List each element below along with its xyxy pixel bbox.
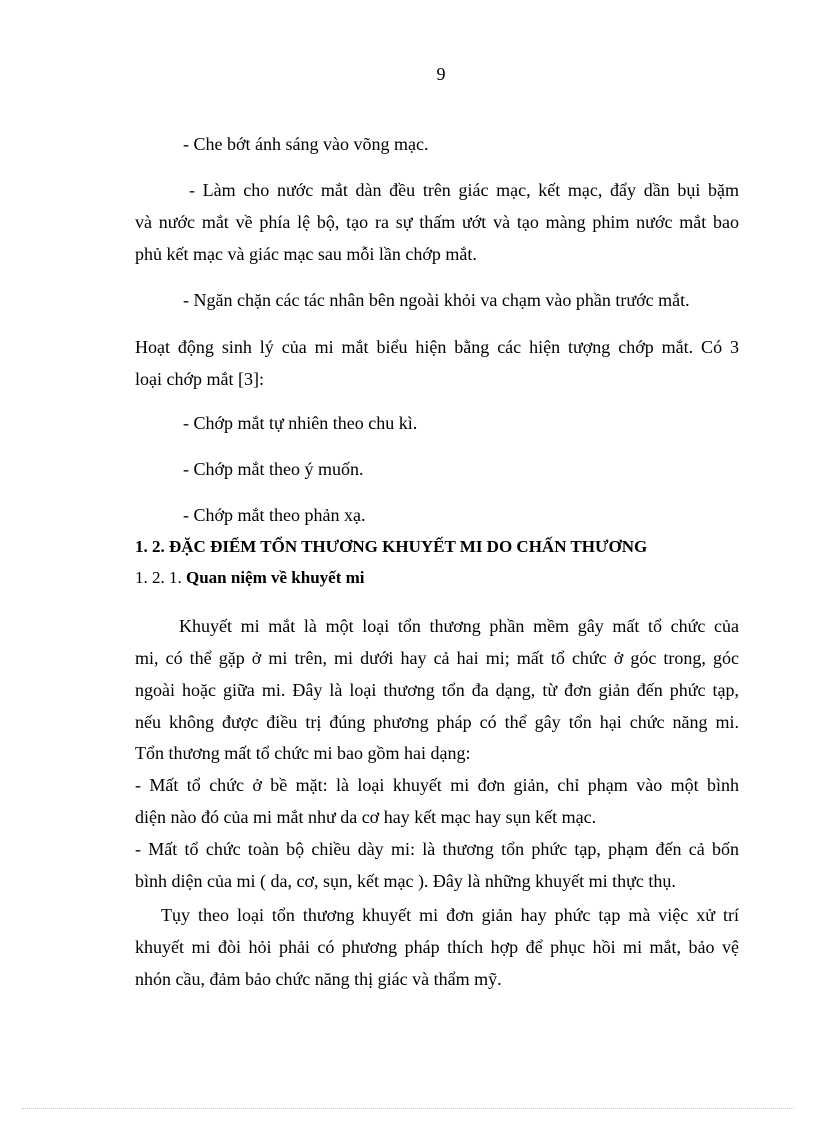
physiology-line1: Hoạt động sinh lý của mi mắt biểu hiện bằng các hiện tượng chớp mắt. Có 3 xyxy=(135,337,739,357)
damage-full-line2: bình diện của mi ( da, cơ, sụn, kết mạc ). Đây là những khuyết mi thực thụ. xyxy=(135,871,676,891)
physiology-line2: loại chớp mắt [3]: xyxy=(135,369,264,389)
damage-full-line1: - Mất tổ chức toàn bộ chiều dày mi: là thương tổn phức tạp, phạm đến cả bốn xyxy=(135,839,739,859)
section-heading: 1. 2. ĐẶC ĐIỂM TỔN THƯƠNG KHUYẾT MI DO CHẤN THƯƠNG xyxy=(135,537,648,556)
blink-type-reflex: - Chớp mắt theo phản xạ. xyxy=(183,505,366,525)
treatment-line1: Tụy theo loại tổn thương khuyết mi đơn giản hay phức tạp mà việc xử trí xyxy=(161,905,739,925)
page-bottom-rule xyxy=(22,1108,794,1109)
page-number: 9 xyxy=(436,64,446,84)
subsection-heading xyxy=(135,567,365,589)
concept-line3: ngoài hoặc giữa mi. Đây là loại thương tổn đa dạng, từ đơn giản đến phức tạp, xyxy=(135,680,739,700)
bullet-block-agents: - Ngăn chặn các tác nhân bên ngoài khỏi va chạm vào phần trước mắt. xyxy=(183,290,690,310)
concept-line4: nếu không được điều trị đúng phương pháp có thể gây tổn hại chức năng mi. xyxy=(135,712,739,732)
bullet-spread-tears-line3: phủ kết mạc và giác mạc sau mỗi lần chớp mắt. xyxy=(135,244,477,264)
blink-type-natural: - Chớp mắt tự nhiên theo chu kì. xyxy=(183,413,418,433)
concept-line1: Khuyết mi mắt là một loại tổn thương phần mềm gây mất tổ chức của xyxy=(179,616,739,636)
subsection-number: 1. 2. 1. xyxy=(135,568,182,587)
blink-type-voluntary: - Chớp mắt theo ý muốn. xyxy=(183,459,364,479)
bullet-shade-light: - Che bớt ánh sáng vào võng mạc. xyxy=(183,134,429,154)
concept-line5: Tổn thương mất tổ chức mi bao gồm hai dạng: xyxy=(135,743,471,763)
treatment-line3: nhón cầu, đảm bảo chức năng thị giác và thẩm mỹ. xyxy=(135,969,502,989)
treatment-line2: khuyết mi đòi hỏi phải có phương pháp thích hợp để phục hồi mi mắt, bảo vệ xyxy=(135,937,739,957)
damage-surface-line2: diện nào đó của mi mắt như da cơ hay kết mạc hay sụn kết mạc. xyxy=(135,807,597,827)
damage-surface-line1: - Mất tổ chức ở bề mặt: là loại khuyết mi đơn giản, chỉ phạm vào một bình xyxy=(135,775,739,795)
bullet-spread-tears-line2: và nước mắt về phía lệ bộ, tạo ra sự thấm ướt và tạo màng phim nước mắt bao xyxy=(135,212,739,232)
bullet-spread-tears-line1: - Làm cho nước mắt dàn đều trên giác mạc, kết mạc, đẩy dần bụi bặm xyxy=(189,180,739,200)
subsection-title: Quan niệm về khuyết mi xyxy=(186,568,365,587)
concept-line2: mi, có thể gặp ở mi trên, mi dưới hay cả hai mi; mất tổ chức ở góc trong, góc xyxy=(135,648,739,668)
